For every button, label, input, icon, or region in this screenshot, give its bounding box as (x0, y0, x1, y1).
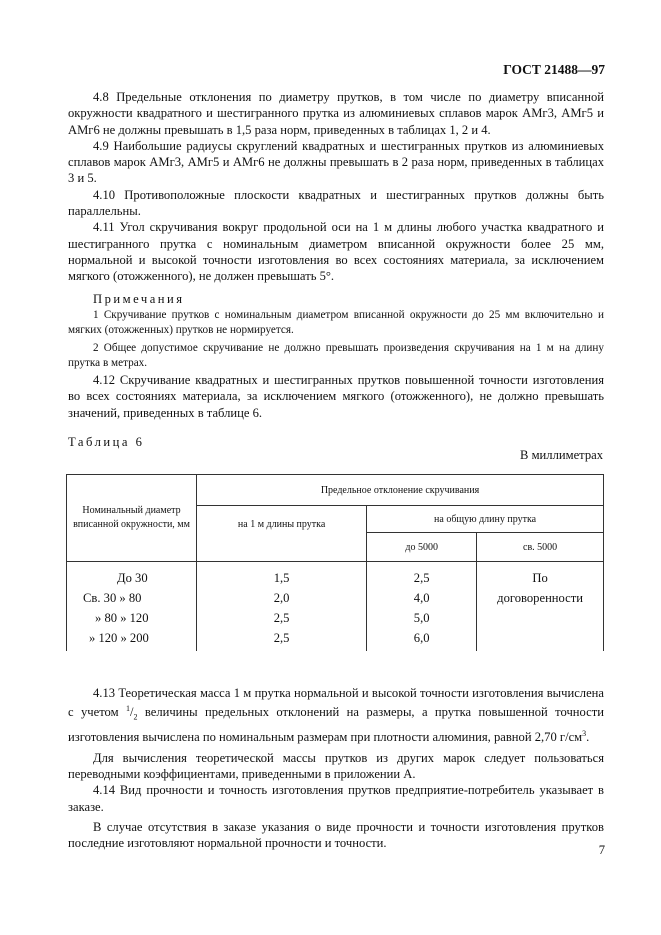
table-cell: 2,0 (273, 591, 290, 605)
table-cell: 2,5 (273, 631, 290, 645)
notes (68, 292, 604, 372)
section-bottom (68, 685, 604, 852)
note-1: 1 Скручивание прутков с номинальным диаметром вписанной окружности до 25 мм включительно и мягких (отожженных) прутков не нормируется. (68, 308, 604, 337)
paragraph-4-14: 4.14 Вид прочности и точность изготовления прутков предприятие-потребитель указывает в заказе. (68, 783, 604, 814)
table-cell: До 30 (117, 571, 148, 585)
paragraph-absence: В случае отсутствия в заказе указания о виде прочности и точности изготовления прутков последние изготовляют нормальной прочности и точности. (68, 819, 604, 851)
paragraph-4-12: 4.12 Скручивание квадратных и шестигранных прутков повышенной точности изготовления во всех состояниях материала, за исключением мягкого (отожженного), не должно превышать значений, приведенных в таблице 6. (68, 373, 604, 420)
table-cell: Св. 30 » 80 (83, 591, 142, 605)
table-caption: Таблица 6 (68, 435, 145, 449)
header-twist-deviation: Предельное отклонение скручивания (197, 475, 604, 506)
table-6 (66, 474, 604, 651)
header-per-meter: на 1 м длины прутка (197, 506, 367, 562)
table-cell: 5,0 (413, 611, 430, 625)
table-cell: 4,0 (413, 591, 430, 605)
header-over-5000: св. 5000 (477, 533, 604, 562)
table-cell: 1,5 (273, 571, 290, 585)
fraction-numerator: 1 (125, 704, 130, 714)
column-diameter (67, 562, 197, 651)
section-top (68, 89, 604, 285)
column-over-5000: По договоренности (477, 562, 604, 651)
paragraph-4-10: 4.10 Противоположные плоскости квадратных и шестигранных прутков должны быть параллельны. (68, 187, 604, 219)
paragraph-4-12-block (68, 372, 604, 421)
header-diameter: Номинальный диаметр вписанной окружности, мм (67, 475, 197, 562)
page-number: 7 (598, 843, 605, 857)
table-cell: 2,5 (413, 571, 430, 585)
superscript: 3 (582, 729, 587, 739)
standard-header: ГОСТ 21488—97 (503, 62, 605, 77)
text-span: величины предельных отклонений на размеры, а прутка повышенной точности изготовления вычислена по номинальным размерам при плотности алюминия, равной 2,70 г/см (68, 705, 604, 745)
note-2: 2 Общее допустимое скручивание не должно превышать произведения скручивания на 1 м на длину прутка в метрах. (68, 341, 604, 370)
fraction-denominator: 2 (133, 713, 138, 722)
table-cell: » 120 » 200 (89, 631, 149, 645)
table-cell: 2,5 (273, 611, 290, 625)
header-upto-5000: до 5000 (367, 533, 477, 562)
paragraph-4-11: 4.11 Угол скручивания вокруг продольной оси на 1 м длины любого участка квадратного и шестигранного прутка с номинальным диаметром вписанной окружности более 25 мм, нормальной и высокой точности изготовления во всех состояниях материала, за исключением мягкого (отожженного), не должен превышать 5°. (68, 220, 604, 284)
column-per-meter (197, 562, 367, 651)
paragraph-4-13: 4.13 Теоретическая масса 1 м прутка нормальной и высокой точности изготовления вычислена с учетом $^1/_2$ величины предельных отклонений на размеры, а прутка повышенной точности изготовления вычислена по номинальным размерам при плотности алюминия, равной 2,70 $г/см^3$. (68, 686, 604, 745)
table-units: В миллиметрах (520, 448, 603, 462)
table-cell: » 80 » 120 (95, 611, 149, 625)
header-total-length: на общую длину прутка (367, 506, 604, 533)
column-upto-5000 (367, 562, 477, 651)
text-span: 4.13 Теоретическая масса 1 м прутка нормальной и высокой точности изготовления вычислена с учетом (68, 686, 604, 720)
paragraph-4-8: 4.8 Предельные отклонения по диаметру прутков, в том числе по диаметру вписанной окружности квадратного и шестигранного прутка из алюминиевых сплавов марок АМг3, АМг5 и АМг6 не должны превышать в 1,5 раза норм, приведенных в таблицах 1, 2 и 4. (68, 90, 604, 137)
text-span: . (586, 730, 590, 745)
notes-title: Примечания (93, 292, 185, 306)
paragraph-conversion: Для вычисления теоретической массы прутков из других марок следует пользоваться переводными коэффициентами, приведенными в приложении А. (68, 750, 604, 782)
table-cell: 6,0 (413, 631, 430, 645)
paragraph-4-9: 4.9 Наибольшие радиусы скруглений квадратных и шестигранных прутков из алюминиевых сплавов марок АМг3, АМг5 и АМг6 не должны превышать в 2 раза норм, приведенных в таблицах 3 и 5. (68, 138, 604, 186)
